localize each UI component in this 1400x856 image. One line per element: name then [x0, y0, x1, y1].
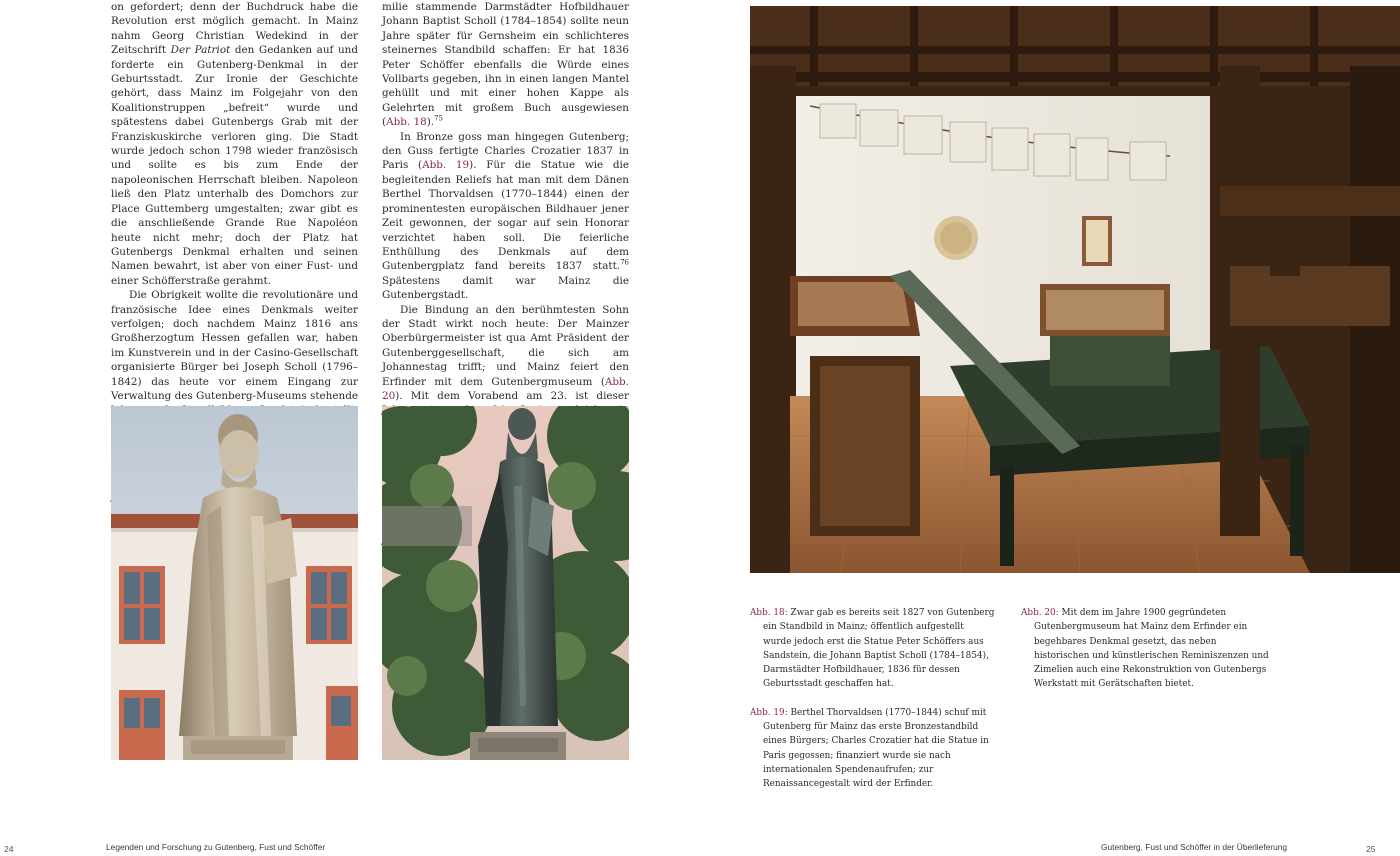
paragraph [382, 0, 629, 130]
left-page-number: 24 [4, 844, 14, 854]
captions-right [1021, 606, 1271, 706]
caption-text: Mit dem im Jahre 1900 gegründeten Gutenbergmuseum hat Mainz dem Erfinder ein begehbares Denkmal gesetzt, das neben historischen und künstlerischen Reminiszenzen und Zimelien auch eine Rekonstruktion von Gutenbergs Werkstatt mit Gerätschaften bietet. [1034, 608, 1269, 690]
footnote-marker: 76 [620, 258, 629, 267]
text-run: Die Obrigkeit wollte die revolutionäre und französische Idee eines Denkmals weiter verfolgen; doch nachdem Mainz 1816 ans Großherzogtum Hessen gefallen war, haben im Kunstverein und in der Casino-Gesellschaft organisierte Bürger bei Joseph Scholl (1796–1842) das heute vor einem Eingang zur Verwaltung des Gutenberg-Museums stehende [111, 289, 358, 402]
captions-left [750, 606, 995, 806]
text-run: on gefordert; denn der Buchdruck habe die Revolution erst möglich gemacht. In Mainz nahm Georg Christian Wedekind in der Zeitschrift [111, 1, 358, 57]
caption-text: Berthel Thorvaldsen (1770–1844) schuf mit Gutenberg für Mainz das erste Bronzestandbild eines Bürgers; Charles Crozatier hat die Statue in Paris gegossen; finanziert wurde sie nach internationalen Spendenaufrufen; zur Renaissancegestalt wird der Erfinder. [763, 707, 989, 790]
right-running-title: Gutenberg, Fust und Schöffer in der Überlieferung [1101, 842, 1288, 852]
paragraph [382, 130, 629, 303]
paragraph [111, 0, 358, 288]
caption-text: Zwar gab es bereits seit 1827 von Gutenberg ein Standbild in Mainz; öffentlich aufgestellt wurde jedoch erst die Statue Peter Schöffers aus Sandstein, die Johann Baptist Scholl (1784–1854), Darmstädter Hofbildhauer, 1836 für dessen Geburtsstadt geschaffen hat. [763, 608, 995, 690]
text-run: ). Mit dem Vorabend am 23. ist dieser [395, 389, 629, 402]
figure-caption [750, 606, 995, 692]
figure-caption [750, 706, 995, 792]
right-page-number: 25 [1366, 844, 1376, 854]
left-running-title: Legenden und Forschung zu Gutenberg, Fust und Schöffer [106, 842, 326, 852]
figure-caption [1021, 606, 1271, 692]
text-run: den Gedanken auf und forderte ein Gutenberg-Denkmal in der Geburtsstadt. Zur Ironie der Geschichte gehört, dass Mainz im Folgejahr von den Koalitionstruppen „befreit“ wurde und spätestens dabei Gutenbergs Grab mit der Franziskuskirche verloren ging. Die Stadt wurde jedoch schon 1798 wieder französisch und sollte es bis zum Ende der napoleonischen Herrschaft bleiben. Napoleon ließ den Platz unterhalb des Domchors zur Place Guttemberg umgestalten; zwar gibt es die anschließende Grande Rue Napoléon heute nicht mehr; doch der Platz hat Gutenbergs Denkmal erhalten und seinen Namen bewahrt, ist aber von einer Fust- und einer Schöfferstraße gerahmt. [111, 44, 358, 287]
text-run: milie stammende Darmstädter Hofbildhauer Johann Baptist Scholl (1784–1854) sollte neun Jahre später für Gernsheim ein schlichteres steinernes Standbild schaffen: Er hat 1836 Peter Schöffer ebenfalls die Würde eines Vollbarts gegeben, ihn in einen langen Mantel gehüllt und mit einer hohen Kappe als Gelehrten mit großem Buch ausgewiesen ( [382, 1, 629, 129]
photo-gutenberg-workshop [750, 6, 1400, 573]
figure-reference: Abb. 18 [386, 116, 427, 129]
caption-label: Abb. 18: [750, 608, 788, 618]
italic-text: Der Patriot [170, 44, 231, 57]
footnote-marker: 75 [434, 114, 443, 123]
text-run: In Bronze goss man hingegen Gutenberg; den Guss fertigte Charles Crozatier 1837 in Paris ( [382, 130, 629, 172]
text-run: ). [426, 116, 435, 129]
photo-gutenberg-bronze-statue [382, 406, 629, 760]
photo-schoeffer-statue [111, 406, 358, 760]
figure-reference: Abb. 19 [422, 159, 470, 172]
text-run: Die Bindung an den berühmtesten Sohn der Stadt wirkt noch heute: Der Mainzer Oberbürgermeister ist qua Amt Präsident der Gutenberggesellschaft, die sich am Johannestag trifft; und Mainz feiert den Erfinder mit dem Gutenbergmuseum ( [382, 303, 629, 388]
text-run: ). Für die Statue wie die begleitenden Reliefs hat man mit dem Dänen Berthel Thorvaldsen (1770–1844) einen der prominentesten europäischen Bildhauer jener Zeit gewonnen, der sogar auf sein Honorar verzichtet haben soll. Die feierliche Enthüllung des Denkmals auf dem Gutenbergplatz fand bereits 1837 statt. [382, 159, 630, 273]
caption-label: Abb. 19: [750, 707, 788, 718]
figure-reference: Abb. 20 [382, 375, 629, 402]
text-run: Spätestens damit war Mainz die Gutenbergstadt. [382, 274, 629, 302]
caption-label: Abb. 20: [1021, 608, 1059, 618]
